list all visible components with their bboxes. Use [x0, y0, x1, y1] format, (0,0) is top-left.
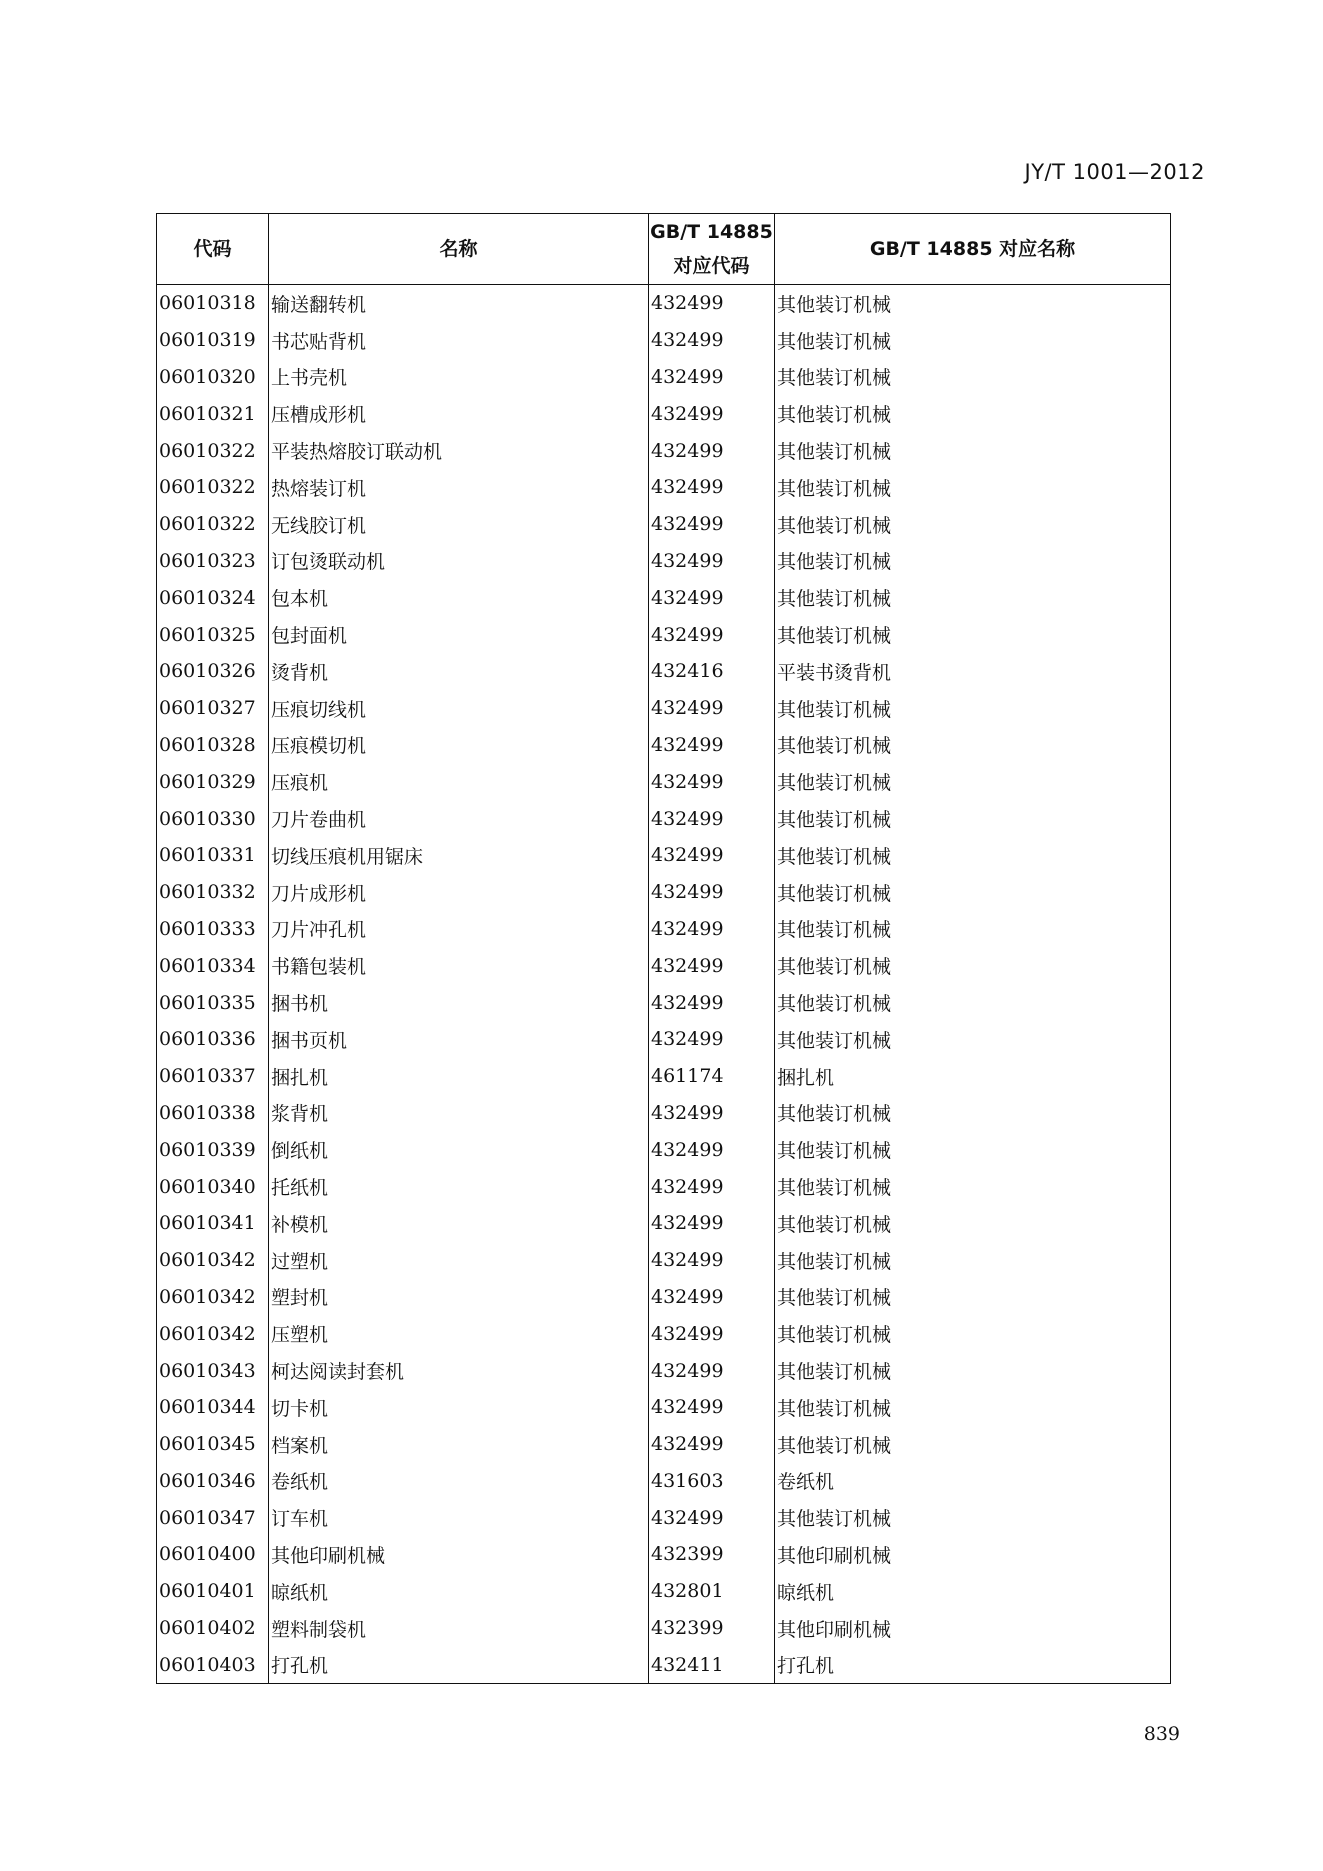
cell-gbt-name: 其他装订机械	[775, 763, 1171, 800]
cell-code: 06010337	[157, 1058, 269, 1095]
cell-name: 捆书页机	[269, 1021, 649, 1058]
cell-gbt-name: 其他装订机械	[775, 579, 1171, 616]
cell-gbt-code: 432499	[649, 837, 775, 874]
cell-name: 压痕机	[269, 763, 649, 800]
cell-gbt-code: 432499	[649, 1021, 775, 1058]
cell-gbt-name: 其他装订机械	[775, 1352, 1171, 1389]
cell-name: 晾纸机	[269, 1573, 649, 1610]
table-row	[157, 359, 1171, 396]
cell-code: 06010320	[157, 359, 269, 396]
cell-name: 压痕模切机	[269, 727, 649, 764]
table-row	[157, 1499, 1171, 1536]
table-row	[157, 947, 1171, 984]
table-row	[157, 1463, 1171, 1500]
cell-gbt-name: 其他装订机械	[775, 359, 1171, 396]
cell-gbt-code: 432499	[649, 1095, 775, 1132]
cell-name: 浆背机	[269, 1095, 649, 1132]
cell-code: 06010322	[157, 469, 269, 506]
table-row	[157, 1021, 1171, 1058]
cell-code: 06010402	[157, 1610, 269, 1647]
cell-gbt-name: 其他装订机械	[775, 1021, 1171, 1058]
cell-gbt-code: 432499	[649, 432, 775, 469]
code-table	[156, 213, 1171, 1684]
cell-code: 06010401	[157, 1573, 269, 1610]
cell-gbt-code: 431603	[649, 1463, 775, 1500]
header-gbt-code-line1: GB/T 14885	[650, 221, 773, 243]
cell-name: 其他印刷机械	[269, 1536, 649, 1573]
cell-gbt-code: 461174	[649, 1058, 775, 1095]
table-row	[157, 1573, 1171, 1610]
cell-name: 捆书机	[269, 984, 649, 1021]
table-row	[157, 579, 1171, 616]
cell-gbt-code: 432399	[649, 1610, 775, 1647]
cell-gbt-code: 432499	[649, 285, 775, 322]
cell-code: 06010329	[157, 763, 269, 800]
table-row	[157, 432, 1171, 469]
table-row	[157, 1610, 1171, 1647]
cell-gbt-code: 432499	[649, 1426, 775, 1463]
table-row	[157, 690, 1171, 727]
cell-gbt-name: 捆扎机	[775, 1058, 1171, 1095]
header-gbt-code-line2: 对应代码	[673, 255, 750, 277]
cell-code: 06010339	[157, 1131, 269, 1168]
cell-gbt-name: 其他装订机械	[775, 1499, 1171, 1536]
table-row	[157, 506, 1171, 543]
table-body	[157, 285, 1171, 1684]
cell-gbt-name: 其他装订机械	[775, 837, 1171, 874]
cell-gbt-name: 晾纸机	[775, 1573, 1171, 1610]
cell-name: 订包烫联动机	[269, 543, 649, 580]
cell-code: 06010344	[157, 1389, 269, 1426]
cell-name: 补模机	[269, 1205, 649, 1242]
cell-gbt-name: 平装书烫背机	[775, 653, 1171, 690]
cell-name: 订车机	[269, 1499, 649, 1536]
header-name: 名称	[269, 214, 649, 285]
cell-gbt-code: 432499	[649, 1499, 775, 1536]
cell-name: 过塑机	[269, 1242, 649, 1279]
cell-code: 06010335	[157, 984, 269, 1021]
cell-name: 刀片卷曲机	[269, 800, 649, 837]
cell-name: 刀片成形机	[269, 874, 649, 911]
cell-gbt-name: 其他装订机械	[775, 1168, 1171, 1205]
cell-name: 压槽成形机	[269, 395, 649, 432]
cell-gbt-code: 432499	[649, 1315, 775, 1352]
cell-gbt-code: 432499	[649, 1205, 775, 1242]
cell-code: 06010328	[157, 727, 269, 764]
cell-gbt-name: 其他装订机械	[775, 1205, 1171, 1242]
table-row	[157, 911, 1171, 948]
cell-gbt-name: 其他装订机械	[775, 727, 1171, 764]
cell-name: 塑料制袋机	[269, 1610, 649, 1647]
cell-name: 切卡机	[269, 1389, 649, 1426]
cell-gbt-name: 卷纸机	[775, 1463, 1171, 1500]
cell-gbt-code: 432499	[649, 506, 775, 543]
table-row	[157, 616, 1171, 653]
cell-code: 06010342	[157, 1315, 269, 1352]
table-row	[157, 763, 1171, 800]
cell-gbt-code: 432399	[649, 1536, 775, 1573]
cell-name: 倒纸机	[269, 1131, 649, 1168]
cell-gbt-name: 其他装订机械	[775, 432, 1171, 469]
cell-gbt-name: 其他印刷机械	[775, 1610, 1171, 1647]
cell-gbt-name: 其他装订机械	[775, 690, 1171, 727]
cell-name: 切线压痕机用锯床	[269, 837, 649, 874]
cell-code: 06010332	[157, 874, 269, 911]
cell-gbt-code: 432499	[649, 1168, 775, 1205]
table-row	[157, 1205, 1171, 1242]
table-row	[157, 837, 1171, 874]
cell-name: 包本机	[269, 579, 649, 616]
cell-code: 06010336	[157, 1021, 269, 1058]
table-row	[157, 1352, 1171, 1389]
standard-code: JY/T 1001—2012	[1024, 160, 1205, 184]
cell-gbt-name: 其他装订机械	[775, 1131, 1171, 1168]
cell-gbt-code: 432499	[649, 1279, 775, 1316]
cell-code: 06010322	[157, 506, 269, 543]
cell-gbt-name: 其他装订机械	[775, 543, 1171, 580]
cell-code: 06010327	[157, 690, 269, 727]
cell-code: 06010347	[157, 1499, 269, 1536]
cell-gbt-name: 其他装订机械	[775, 506, 1171, 543]
table-row	[157, 653, 1171, 690]
cell-code: 06010326	[157, 653, 269, 690]
cell-gbt-code: 432801	[649, 1573, 775, 1610]
table-row	[157, 1131, 1171, 1168]
cell-gbt-code: 432499	[649, 911, 775, 948]
cell-gbt-name: 其他印刷机械	[775, 1536, 1171, 1573]
cell-code: 06010330	[157, 800, 269, 837]
cell-code: 06010319	[157, 322, 269, 359]
cell-name: 无线胶订机	[269, 506, 649, 543]
cell-gbt-name: 其他装订机械	[775, 616, 1171, 653]
cell-code: 06010318	[157, 285, 269, 322]
cell-code: 06010334	[157, 947, 269, 984]
header-gbt-code	[649, 214, 775, 285]
table-row	[157, 1095, 1171, 1132]
cell-name: 书芯贴背机	[269, 322, 649, 359]
page-number: 839	[1143, 1723, 1180, 1745]
cell-name: 捆扎机	[269, 1058, 649, 1095]
table-row	[157, 1426, 1171, 1463]
table-row	[157, 285, 1171, 322]
table-row	[157, 543, 1171, 580]
cell-name: 刀片冲孔机	[269, 911, 649, 948]
cell-name: 上书壳机	[269, 359, 649, 396]
cell-gbt-code: 432499	[649, 800, 775, 837]
cell-gbt-code: 432499	[649, 727, 775, 764]
cell-code: 06010342	[157, 1279, 269, 1316]
cell-code: 06010345	[157, 1426, 269, 1463]
cell-gbt-code: 432499	[649, 469, 775, 506]
cell-gbt-code: 432499	[649, 395, 775, 432]
cell-code: 06010323	[157, 543, 269, 580]
cell-name: 热熔装订机	[269, 469, 649, 506]
cell-gbt-name: 其他装订机械	[775, 800, 1171, 837]
cell-name: 压塑机	[269, 1315, 649, 1352]
cell-code: 06010324	[157, 579, 269, 616]
cell-code: 06010325	[157, 616, 269, 653]
cell-gbt-name: 其他装订机械	[775, 1426, 1171, 1463]
cell-gbt-code: 432499	[649, 359, 775, 396]
cell-name: 压痕切线机	[269, 690, 649, 727]
cell-gbt-code: 432499	[649, 543, 775, 580]
cell-gbt-code: 432416	[649, 653, 775, 690]
cell-gbt-name: 打孔机	[775, 1646, 1171, 1683]
cell-name: 塑封机	[269, 1279, 649, 1316]
cell-code: 06010322	[157, 432, 269, 469]
cell-code: 06010342	[157, 1242, 269, 1279]
cell-gbt-name: 其他装订机械	[775, 395, 1171, 432]
cell-gbt-code: 432499	[649, 1242, 775, 1279]
cell-code: 06010331	[157, 837, 269, 874]
table-row	[157, 1279, 1171, 1316]
cell-gbt-code: 432499	[649, 984, 775, 1021]
table-row	[157, 322, 1171, 359]
cell-name: 档案机	[269, 1426, 649, 1463]
table-row	[157, 1389, 1171, 1426]
cell-code: 06010400	[157, 1536, 269, 1573]
cell-gbt-code: 432499	[649, 1131, 775, 1168]
cell-gbt-code: 432499	[649, 690, 775, 727]
cell-gbt-code: 432499	[649, 874, 775, 911]
cell-name: 托纸机	[269, 1168, 649, 1205]
cell-code: 06010341	[157, 1205, 269, 1242]
table-row	[157, 1646, 1171, 1683]
cell-gbt-name: 其他装订机械	[775, 984, 1171, 1021]
cell-code: 06010338	[157, 1095, 269, 1132]
cell-name: 书籍包装机	[269, 947, 649, 984]
table-row	[157, 1058, 1171, 1095]
table-row	[157, 727, 1171, 764]
cell-gbt-code: 432499	[649, 1389, 775, 1426]
cell-gbt-name: 其他装订机械	[775, 1279, 1171, 1316]
cell-gbt-code: 432499	[649, 322, 775, 359]
cell-name: 平装热熔胶订联动机	[269, 432, 649, 469]
cell-gbt-code: 432499	[649, 947, 775, 984]
cell-code: 06010333	[157, 911, 269, 948]
table-row	[157, 800, 1171, 837]
table-row	[157, 395, 1171, 432]
table-row	[157, 1315, 1171, 1352]
header-gbt-name: GB/T 14885 对应名称	[775, 214, 1171, 285]
table-row	[157, 469, 1171, 506]
cell-gbt-name: 其他装订机械	[775, 469, 1171, 506]
table-header-row	[157, 214, 1171, 285]
cell-name: 烫背机	[269, 653, 649, 690]
cell-gbt-name: 其他装订机械	[775, 1242, 1171, 1279]
cell-code: 06010321	[157, 395, 269, 432]
cell-gbt-code: 432499	[649, 579, 775, 616]
cell-gbt-code: 432499	[649, 616, 775, 653]
table-row	[157, 1242, 1171, 1279]
cell-gbt-code: 432499	[649, 763, 775, 800]
cell-code: 06010343	[157, 1352, 269, 1389]
cell-gbt-name: 其他装订机械	[775, 1095, 1171, 1132]
cell-name: 包封面机	[269, 616, 649, 653]
cell-name: 打孔机	[269, 1646, 649, 1683]
cell-gbt-name: 其他装订机械	[775, 947, 1171, 984]
cell-gbt-name: 其他装订机械	[775, 322, 1171, 359]
table-row	[157, 874, 1171, 911]
cell-name: 柯达阅读封套机	[269, 1352, 649, 1389]
cell-code: 06010346	[157, 1463, 269, 1500]
table-row	[157, 984, 1171, 1021]
header-code: 代码	[157, 214, 269, 285]
cell-gbt-code: 432411	[649, 1646, 775, 1683]
cell-gbt-name: 其他装订机械	[775, 1389, 1171, 1426]
cell-code: 06010340	[157, 1168, 269, 1205]
cell-name: 卷纸机	[269, 1463, 649, 1500]
cell-gbt-name: 其他装订机械	[775, 285, 1171, 322]
cell-name: 输送翻转机	[269, 285, 649, 322]
table-row	[157, 1536, 1171, 1573]
cell-gbt-name: 其他装订机械	[775, 1315, 1171, 1352]
cell-code: 06010403	[157, 1646, 269, 1683]
cell-gbt-code: 432499	[649, 1352, 775, 1389]
table-row	[157, 1168, 1171, 1205]
cell-gbt-name: 其他装订机械	[775, 874, 1171, 911]
cell-gbt-name: 其他装订机械	[775, 911, 1171, 948]
